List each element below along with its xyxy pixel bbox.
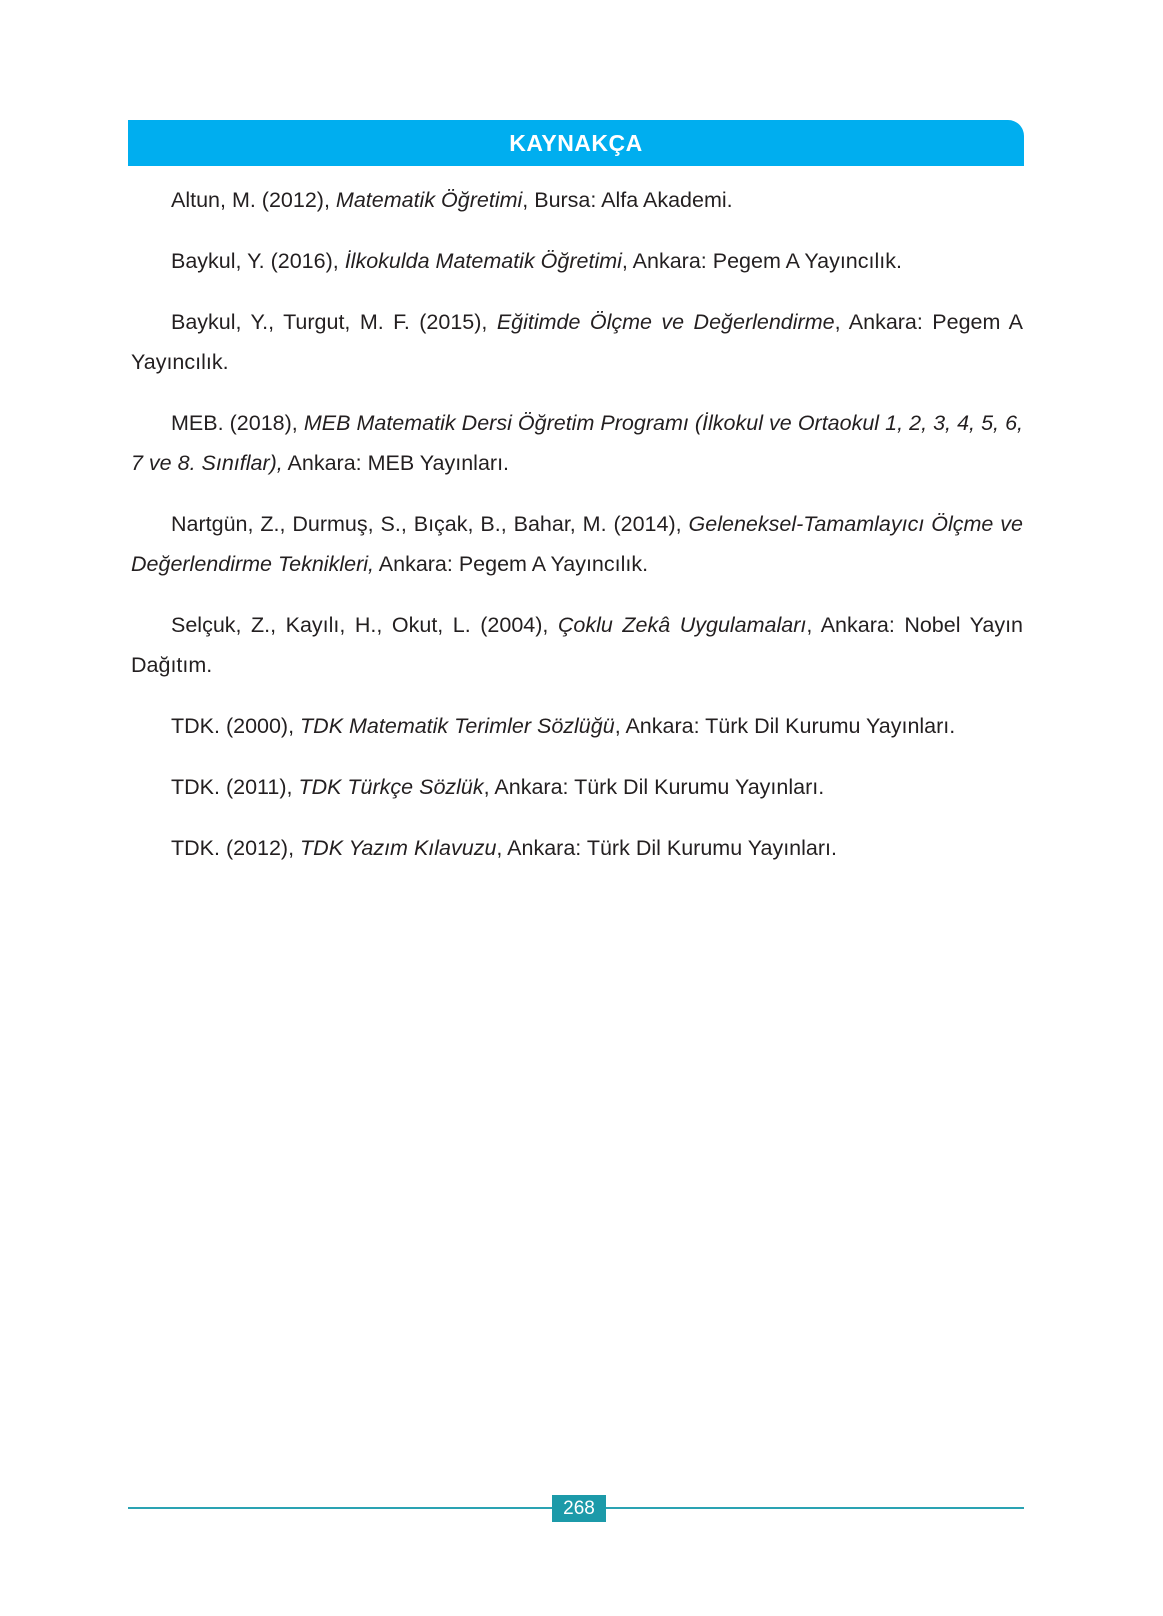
reference-publisher: , Ankara: Türk Dil Kurumu Yayınları. [483,775,825,799]
reference-publisher: , Ankara: Türk Dil Kurumu Yayınları. [496,836,837,860]
reference-publisher: , Ankara: Türk Dil Kurumu Yayınları. [614,714,956,738]
page-number: 268 [552,1495,606,1522]
reference-author: Nartgün, Z., Durmuş, S., Bıçak, B., Bahar, M. (2014), [171,512,689,536]
reference-author: TDK. (2000), [171,714,301,738]
reference-title: Geleneksel-Tamamlayıcı Ölçme ve Değerlendirme Teknikleri, [131,512,1023,576]
reference-title: TDK Türkçe Sözlük [298,775,484,799]
reference-item [131,302,1023,382]
reference-author: Altun, M. (2012), [171,188,336,212]
reference-author: TDK. (2011), [171,775,299,799]
reference-author: MEB. (2018), [171,411,304,435]
reference-author: Selçuk, Z., Kayılı, H., Okut, L. (2004), [171,613,558,637]
reference-publisher: , Ankara: Nobel Yayın Dağıtım. [131,613,1024,677]
reference-publisher: , Bursa: Alfa Akademi. [522,188,733,212]
reference-publisher: , Ankara: Pegem A Yayıncılık. [621,249,902,273]
footer-divider-left [128,1507,552,1509]
footer-divider-right [606,1507,1024,1509]
reference-title: TDK Matematik Terimler Sözlüğü [300,714,615,738]
reference-item [131,767,1023,807]
reference-list [131,180,1023,889]
reference-item [131,706,1023,746]
reference-title: Eğitimde Ölçme ve Değerlendirme [496,310,835,334]
reference-publisher: Ankara: Pegem A Yayıncılık. [373,552,649,576]
reference-title: Matematik Öğretimi [335,188,523,212]
reference-item [131,180,1023,220]
reference-item [131,241,1023,281]
reference-item [131,504,1023,584]
reference-title: Çoklu Zekâ Uygulamaları [557,613,807,637]
reference-author: TDK. (2012), [171,836,301,860]
reference-publisher: , Ankara: Pegem A Yayıncılık. [131,310,1023,374]
reference-item [131,828,1023,868]
section-title: KAYNAKÇA [509,129,643,156]
reference-publisher: Ankara: MEB Yayınları. [282,451,510,475]
reference-item [131,605,1023,685]
reference-title: TDK Yazım Kılavuzu [300,836,497,860]
reference-author: Baykul, Y. (2016), [171,249,345,273]
section-header-bar [128,120,1024,166]
reference-item [131,403,1023,483]
reference-title: İlkokulda Matematik Öğretimi [344,249,622,273]
reference-title: MEB Matematik Dersi Öğretim Programı (İlkokul ve Ortaokul 1, 2, 3, 4, 5, 6, 7 ve 8. Sınıflar), [131,411,1023,475]
reference-author: Baykul, Y., Turgut, M. F. (2015), [171,310,497,334]
